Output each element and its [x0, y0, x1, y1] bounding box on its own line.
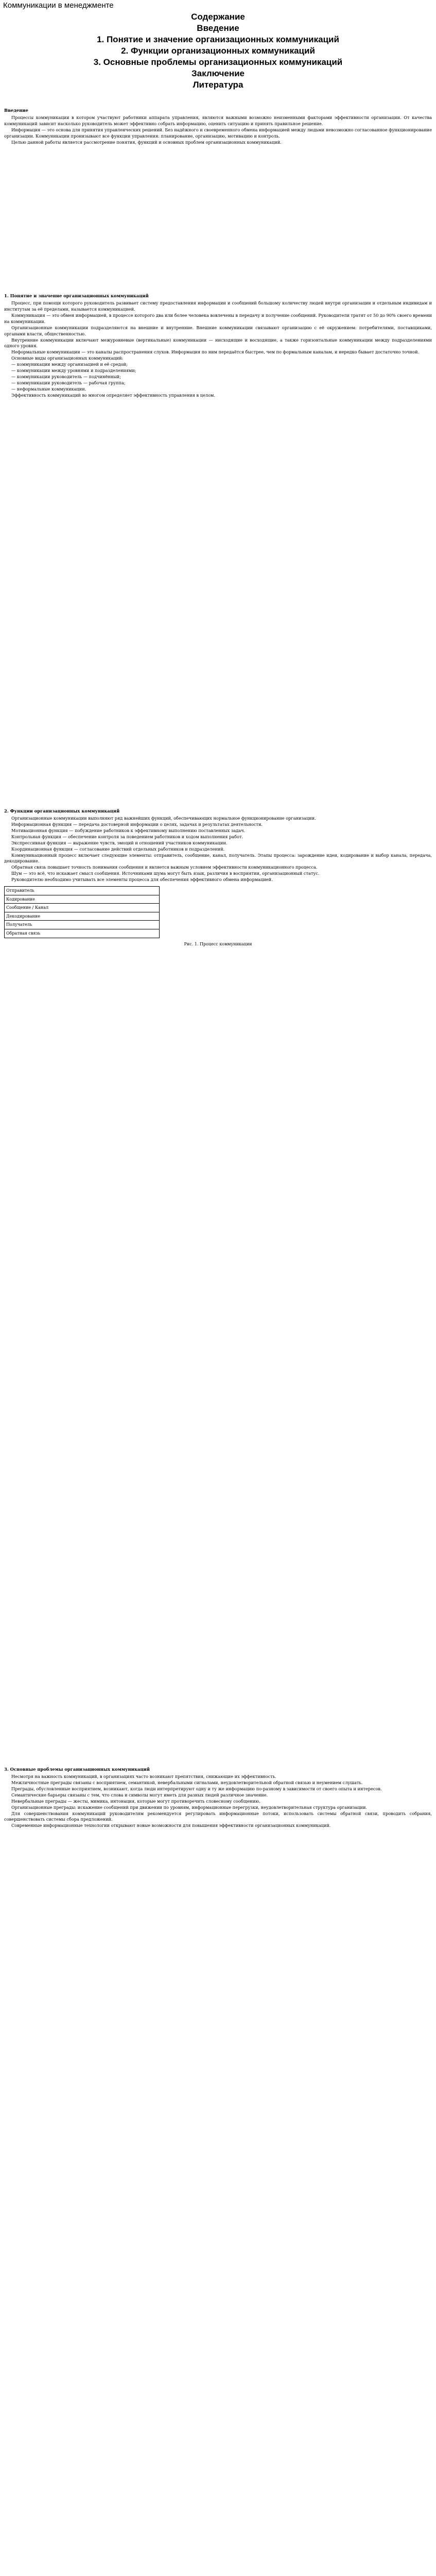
document-title: Коммуникации в менеджменте — [3, 1, 114, 10]
section-title: 2. Функции организационных коммуникаций — [4, 808, 120, 814]
scheme-row: Кодирование — [5, 895, 159, 904]
paragraph: Руководителю необходимо учитывать все элементы процесса для обеспечения эффективного обмена информацией. — [11, 877, 273, 883]
paragraph: Контрольная функция — обеспечение контроля за поведением работников и ходом выполнения работ. — [11, 834, 243, 839]
section-body — [4, 816, 432, 883]
section-body — [4, 300, 432, 398]
scheme-caption: Рис. 1. Процесс коммуникации — [184, 941, 252, 946]
paragraph: — неформальные коммуникации. — [11, 386, 86, 392]
paragraph: Обратная связь повышает точность понимания сообщения и является важным условием эффективности коммуникационного процесса. — [11, 865, 318, 870]
paragraph: Организационные коммуникации подразделяются на внешние и внутренние. Внешние коммуникации связывают организацию с её окружением: потребителями, поставщиками, органами власти, общественностью. — [4, 325, 432, 336]
section-title: 1. Понятие и значение организационных коммуникаций — [4, 293, 149, 298]
paragraph: Организационные коммуникации выполняют ряд важнейших функций, обеспечивающих нормальное функционирование организации. — [11, 816, 316, 821]
paragraph: Организационные преграды: искажение сообщений при движении по уровням, информационные перегрузки, неудовлетворительная структура организации. — [11, 1804, 368, 1810]
paragraph: Семантические барьеры связаны с тем, что слова и символы могут иметь для разных людей различное значение. — [11, 1792, 268, 1798]
paragraph: Несмотря на важность коммуникаций, в организациях часто возникают препятствия, снижающие их эффективность. — [11, 1774, 276, 1780]
paragraph: Информация — это основа для принятия управленческих решений. Без надёжного и своевременного обмена информацией между людьми невозможно согласованное функционирование организации. Коммуникации пронизывают все функции управления: планирование, организацию, мотивацию и контроль. — [4, 127, 432, 139]
paragraph: Коммуникационный процесс включает следующие элементы: отправитель, сообщение, канал, получатель. Этапы процесса: зарождение идеи, кодирование и выбор канала, передача, декодирование. — [4, 852, 432, 864]
paragraph: — коммуникации руководитель — рабочая группа; — [11, 380, 126, 385]
paragraph: Процесс, при помощи которого руководитель развивает систему предоставления информации и сообщений большому количеству людей внутри организации и отдельным индивидам и институтам за её пределами, называется коммуникацией. — [4, 300, 432, 312]
paragraph: Информационная функция — передача достоверной информации о целях, задачах и результатах деятельности. — [11, 822, 263, 827]
process-scheme — [4, 886, 160, 938]
paragraph: Экспрессивная функция — выражение чувств, эмоций и отношений участников коммуникации. — [11, 840, 228, 845]
paragraph: — коммуникации руководитель — подчинённый; — [11, 374, 121, 379]
scheme-row: Получатель — [5, 921, 159, 929]
paragraph: — коммуникации между организацией и её средой; — [11, 362, 128, 367]
paragraph: Преграды, обусловленные восприятием, возникают, когда люди интерпретируют одну и ту же информацию по-разному в зависимости от своего опыта и интересов. — [11, 1786, 382, 1791]
paragraph: Межличностные преграды связаны с восприятием, семантикой, невербальными сигналами, неудовлетворительной обратной связью и неумением слушать. — [11, 1780, 363, 1786]
paragraph: Неформальные коммуникации — это каналы распространения слухов. Информация по ним передаётся быстрее, чем по формальным каналам, и нередко бывает достаточно точной. — [11, 349, 420, 355]
toc-item: 3. Основные проблемы организационных коммуникаций — [93, 57, 343, 67]
paragraph: Целью данной работы является рассмотрение понятия, функций и основных проблем организационных коммуникаций. — [11, 139, 282, 145]
toc-item: Литература — [193, 80, 243, 90]
section-2 — [4, 804, 432, 950]
paragraph: Основные виды организационных коммуникаций: — [11, 355, 124, 361]
section-body — [4, 1774, 432, 1829]
section-title: 3. Основные проблемы организационных коммуникаций — [4, 1767, 150, 1772]
scheme-row: Декодирование — [5, 912, 159, 921]
section-title: Введение — [4, 108, 28, 113]
paragraph: Шум — это всё, что искажает смысл сообщения. Источниками шума могут быть язык, различия в восприятии, организационный статус. — [11, 871, 320, 876]
paragraph: Современные информационные технологии открывают новые возможности для повышения эффективности организационных коммуникаций. — [11, 1823, 331, 1828]
toc-item: 2. Функции организационных коммуникаций — [121, 46, 315, 56]
scheme-row: Отправитель — [5, 887, 159, 895]
paragraph: Невербальные преграды — жесты, мимика, интонация, которые могут противоречить словесному сообщению. — [11, 1798, 260, 1804]
toc-item: 1. Понятие и значение организационных коммуникаций — [97, 35, 339, 44]
toc-item: Содержание — [191, 12, 245, 22]
paragraph: Мотивационная функция — побуждение работников к эффективному выполнению поставленных задач. — [11, 827, 246, 833]
paragraph: Координационная функция — согласование действий отдельных работников и подразделений. — [11, 846, 225, 852]
paragraph: — коммуникации между уровнями и подразделениями; — [11, 367, 136, 373]
section-body — [4, 115, 432, 145]
toc-item: Введение — [197, 23, 239, 33]
table-of-contents — [3, 11, 433, 91]
intro-section — [4, 103, 432, 146]
toc-item: Заключение — [191, 69, 245, 78]
paragraph: Для совершенствования коммуникаций руководителям рекомендуется регулировать информационные потоки, использовать системы обратной связи, проводить собрания, совершенствовать системы сбора предложений. — [4, 1810, 432, 1822]
paragraph: Процессы коммуникации в котором участвуют работники аппарата управления, являются важными возможно неизменными факторами эффективности организации. От качества коммуникаций зависит насколько руководитель может эффективно собрать информацию, оценить ситуацию и принять правильное решение. — [4, 115, 432, 127]
paragraph: Коммуникация — это обмен информацией, в процессе которого два или более человека вовлечены в передачу и получение сообщений. Руководители тратят от 50 до 90% своего времени на коммуникации. — [4, 312, 432, 324]
section-3 — [4, 1762, 432, 1829]
section-1 — [4, 289, 432, 398]
scheme-row: Обратная связь — [6, 930, 41, 936]
paragraph: Внутренние коммуникации включают межуровневые (вертикальные) коммуникации — нисходящие и восходящие, а также горизонтальные коммуникации между подразделениями одного уровня. — [4, 337, 432, 349]
paragraph: Эффективность коммуникаций во многом определяет эффективность управления в целом. — [11, 392, 215, 398]
scheme-row: Сообщение / Канал — [5, 904, 159, 912]
